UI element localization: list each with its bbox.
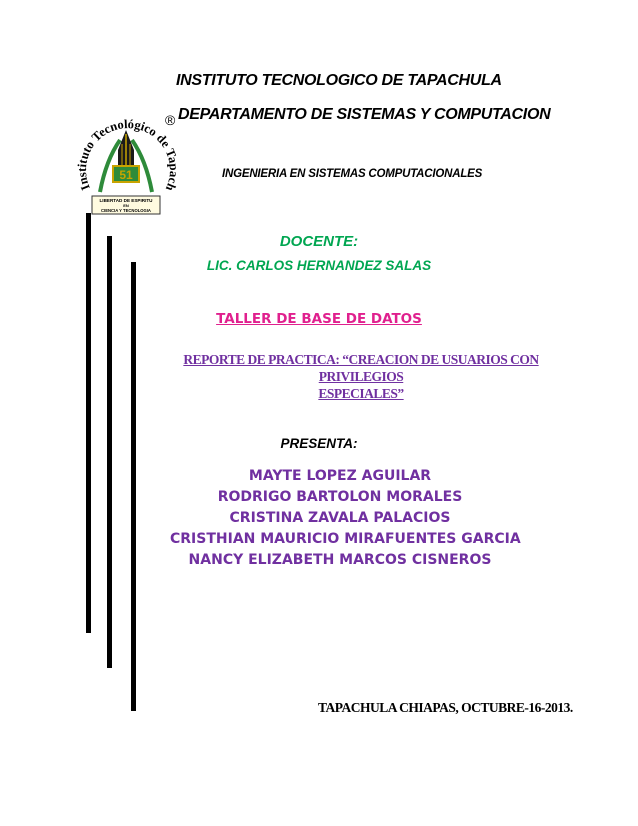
- report-title-line-2: ESPECIALES”: [318, 386, 404, 401]
- docente-name: LIC. CARLOS HERNANDEZ SALAS: [206, 258, 432, 273]
- logo-motto-3: CIENCIA Y TECNOLOGIA: [101, 208, 151, 213]
- decorative-bar-3: [131, 262, 136, 711]
- program-name: INGENIERIA EN SISTEMAS COMPUTACIONALES: [222, 168, 483, 180]
- logo-motto-1: LIBERTAD DE ESPIRITU: [99, 198, 153, 203]
- members-list: [170, 466, 521, 571]
- location-date: TAPACHULA CHIAPAS, OCTUBRE-16-2013.: [318, 700, 573, 715]
- decorative-bar-1: [86, 213, 91, 633]
- decorative-bar-2: [107, 236, 112, 668]
- logo-motto-2: EN: [123, 203, 129, 208]
- department-name: DEPARTAMENTO DE SISTEMAS Y COMPUTACION: [178, 106, 551, 123]
- report-title-line-1: REPORTE DE PRACTICA: “CREACION DE USUARIOS CON PRIVILEGIOS: [183, 352, 539, 384]
- report-title: [176, 351, 546, 402]
- member-name: RODRIGO BARTOLON MORALES: [217, 489, 463, 505]
- member-name: MAYTE LOPEZ AGUILAR: [248, 468, 432, 484]
- course-title: TALLER DE BASE DE DATOS: [216, 311, 422, 327]
- institute-name: INSTITUTO TECNOLOGICO DE TAPACHULA: [176, 72, 502, 89]
- registered-mark: ®: [165, 112, 176, 128]
- member-name: NANCY ELIZABETH MARCOS CISNEROS: [188, 552, 492, 568]
- docente-label: DOCENTE:: [279, 233, 359, 250]
- logo-number: 51: [119, 168, 133, 182]
- member-name: CRISTINA ZAVALA PALACIOS: [229, 510, 451, 526]
- presenta-label: PRESENTA:: [280, 436, 358, 451]
- logo-ring-text: Instituto Tecnológico de Tapach: [74, 117, 182, 194]
- member-name: CRISTHIAN MAURICIO MIRAFUENTES GARCIA: [170, 531, 521, 547]
